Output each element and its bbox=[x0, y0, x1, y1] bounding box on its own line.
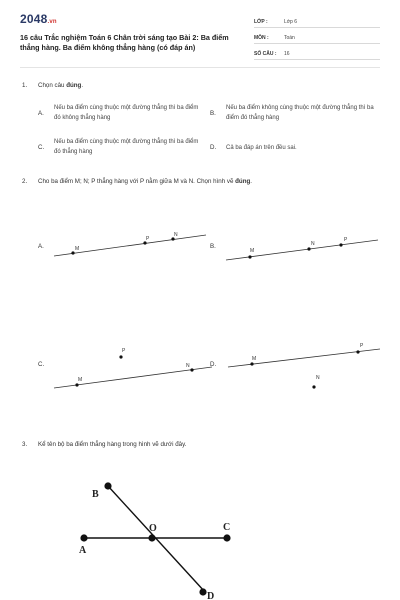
meta-value: 16 bbox=[284, 51, 290, 57]
point-n bbox=[312, 385, 315, 388]
label-m: M bbox=[75, 246, 80, 252]
option-letter-b[interactable]: B. bbox=[210, 110, 216, 117]
label-a: A bbox=[79, 545, 87, 556]
meta-row-count bbox=[254, 46, 380, 60]
point-p bbox=[339, 243, 342, 246]
point-p bbox=[356, 350, 359, 353]
logo-text: 2048 bbox=[20, 12, 48, 26]
question-text bbox=[38, 82, 83, 89]
question-number: 2. bbox=[22, 178, 28, 185]
meta-row-subject bbox=[254, 30, 380, 44]
option-letter-c[interactable]: C. bbox=[38, 144, 45, 151]
question-text-suffix: . bbox=[81, 82, 84, 89]
option-letter-d[interactable]: D. bbox=[210, 144, 217, 151]
label-p: P bbox=[146, 236, 150, 242]
option-text-a[interactable]: Nếu ba điểm cùng thuộc một đường thẳng thì ba điểm đó không thẳng hàng bbox=[54, 105, 199, 121]
meta-value: Toán bbox=[284, 35, 295, 41]
figure-question-3 bbox=[70, 475, 250, 600]
point-p bbox=[119, 355, 122, 358]
meta-key: MÔN : bbox=[254, 35, 269, 41]
meta-key: LỚP : bbox=[254, 19, 268, 25]
point-m bbox=[75, 383, 78, 386]
question-text-prefix: Cho ba điểm M; N; P thẳng hàng với P nằm giữa M và N. Chọn hình vẽ bbox=[38, 178, 236, 185]
figure-option-a[interactable] bbox=[50, 228, 210, 268]
logo-suffix: .vn bbox=[47, 19, 57, 25]
label-d: D bbox=[207, 591, 215, 600]
quiz-title: 16 câu Trắc nghiệm Toán 6 Chân trời sáng tạo Bài 2: Ba điểm thẳng hàng. Ba điểm không thẳng hàng (có đáp án) bbox=[20, 33, 229, 52]
point-b bbox=[104, 482, 111, 489]
quiz-meta bbox=[254, 14, 380, 62]
label-n: N bbox=[311, 241, 315, 247]
figure-option-c[interactable] bbox=[50, 343, 215, 393]
label-m: M bbox=[252, 356, 257, 362]
meta-key: SỐ CÂU : bbox=[254, 51, 277, 57]
point-n bbox=[307, 247, 310, 250]
option-text-b[interactable]: Nếu ba điểm không cùng thuộc một đường thẳng thì ba điểm đó thẳng hàng bbox=[226, 105, 374, 121]
label-n: N bbox=[174, 232, 178, 238]
label-p: P bbox=[122, 348, 126, 354]
label-p: P bbox=[360, 343, 364, 349]
option-letter-d[interactable]: D. bbox=[210, 361, 217, 368]
line-bd bbox=[108, 486, 205, 592]
option-letter-c[interactable]: C. bbox=[38, 361, 45, 368]
label-m: M bbox=[78, 377, 83, 383]
option-text-c[interactable]: Nếu ba điểm cùng thuộc một đường thẳng thì ba điểm đó thẳng hàng bbox=[54, 139, 199, 155]
label-c: C bbox=[223, 522, 231, 533]
option-letter-a[interactable]: A. bbox=[38, 243, 44, 250]
header-divider bbox=[20, 67, 380, 68]
site-logo[interactable] bbox=[20, 12, 57, 26]
question-text-suffix: . bbox=[250, 178, 252, 185]
label-n: N bbox=[316, 375, 320, 381]
label-o: O bbox=[149, 523, 157, 534]
point-c bbox=[223, 534, 230, 541]
question-text bbox=[38, 178, 378, 185]
option-text-d[interactable]: Cả ba đáp án trên đều sai. bbox=[226, 145, 297, 151]
option-letter-a[interactable]: A. bbox=[38, 110, 44, 117]
question-text-bold: đúng bbox=[235, 178, 251, 185]
question-number: 1. bbox=[22, 82, 28, 89]
meta-row-class bbox=[254, 14, 380, 28]
meta-value: Lớp 6 bbox=[284, 19, 298, 25]
question-text-prefix: Chọn câu bbox=[38, 82, 67, 89]
point-m bbox=[248, 255, 251, 258]
point-a bbox=[80, 534, 87, 541]
option-letter-b[interactable]: B. bbox=[210, 243, 216, 250]
figure-option-d[interactable] bbox=[224, 335, 384, 395]
question-text-bold: đúng bbox=[66, 82, 82, 89]
figure-option-b[interactable] bbox=[222, 230, 382, 270]
question-text: Kể tên bộ ba điểm thẳng hàng trong hình vẽ dưới đây. bbox=[38, 441, 187, 448]
label-b: B bbox=[92, 489, 99, 500]
label-m: M bbox=[250, 248, 255, 254]
point-m bbox=[250, 362, 253, 365]
label-p: P bbox=[344, 237, 348, 243]
question-number: 3. bbox=[22, 441, 28, 448]
point-n bbox=[190, 368, 193, 371]
point-o bbox=[148, 534, 155, 541]
point-d bbox=[199, 588, 206, 595]
label-n: N bbox=[186, 363, 190, 369]
